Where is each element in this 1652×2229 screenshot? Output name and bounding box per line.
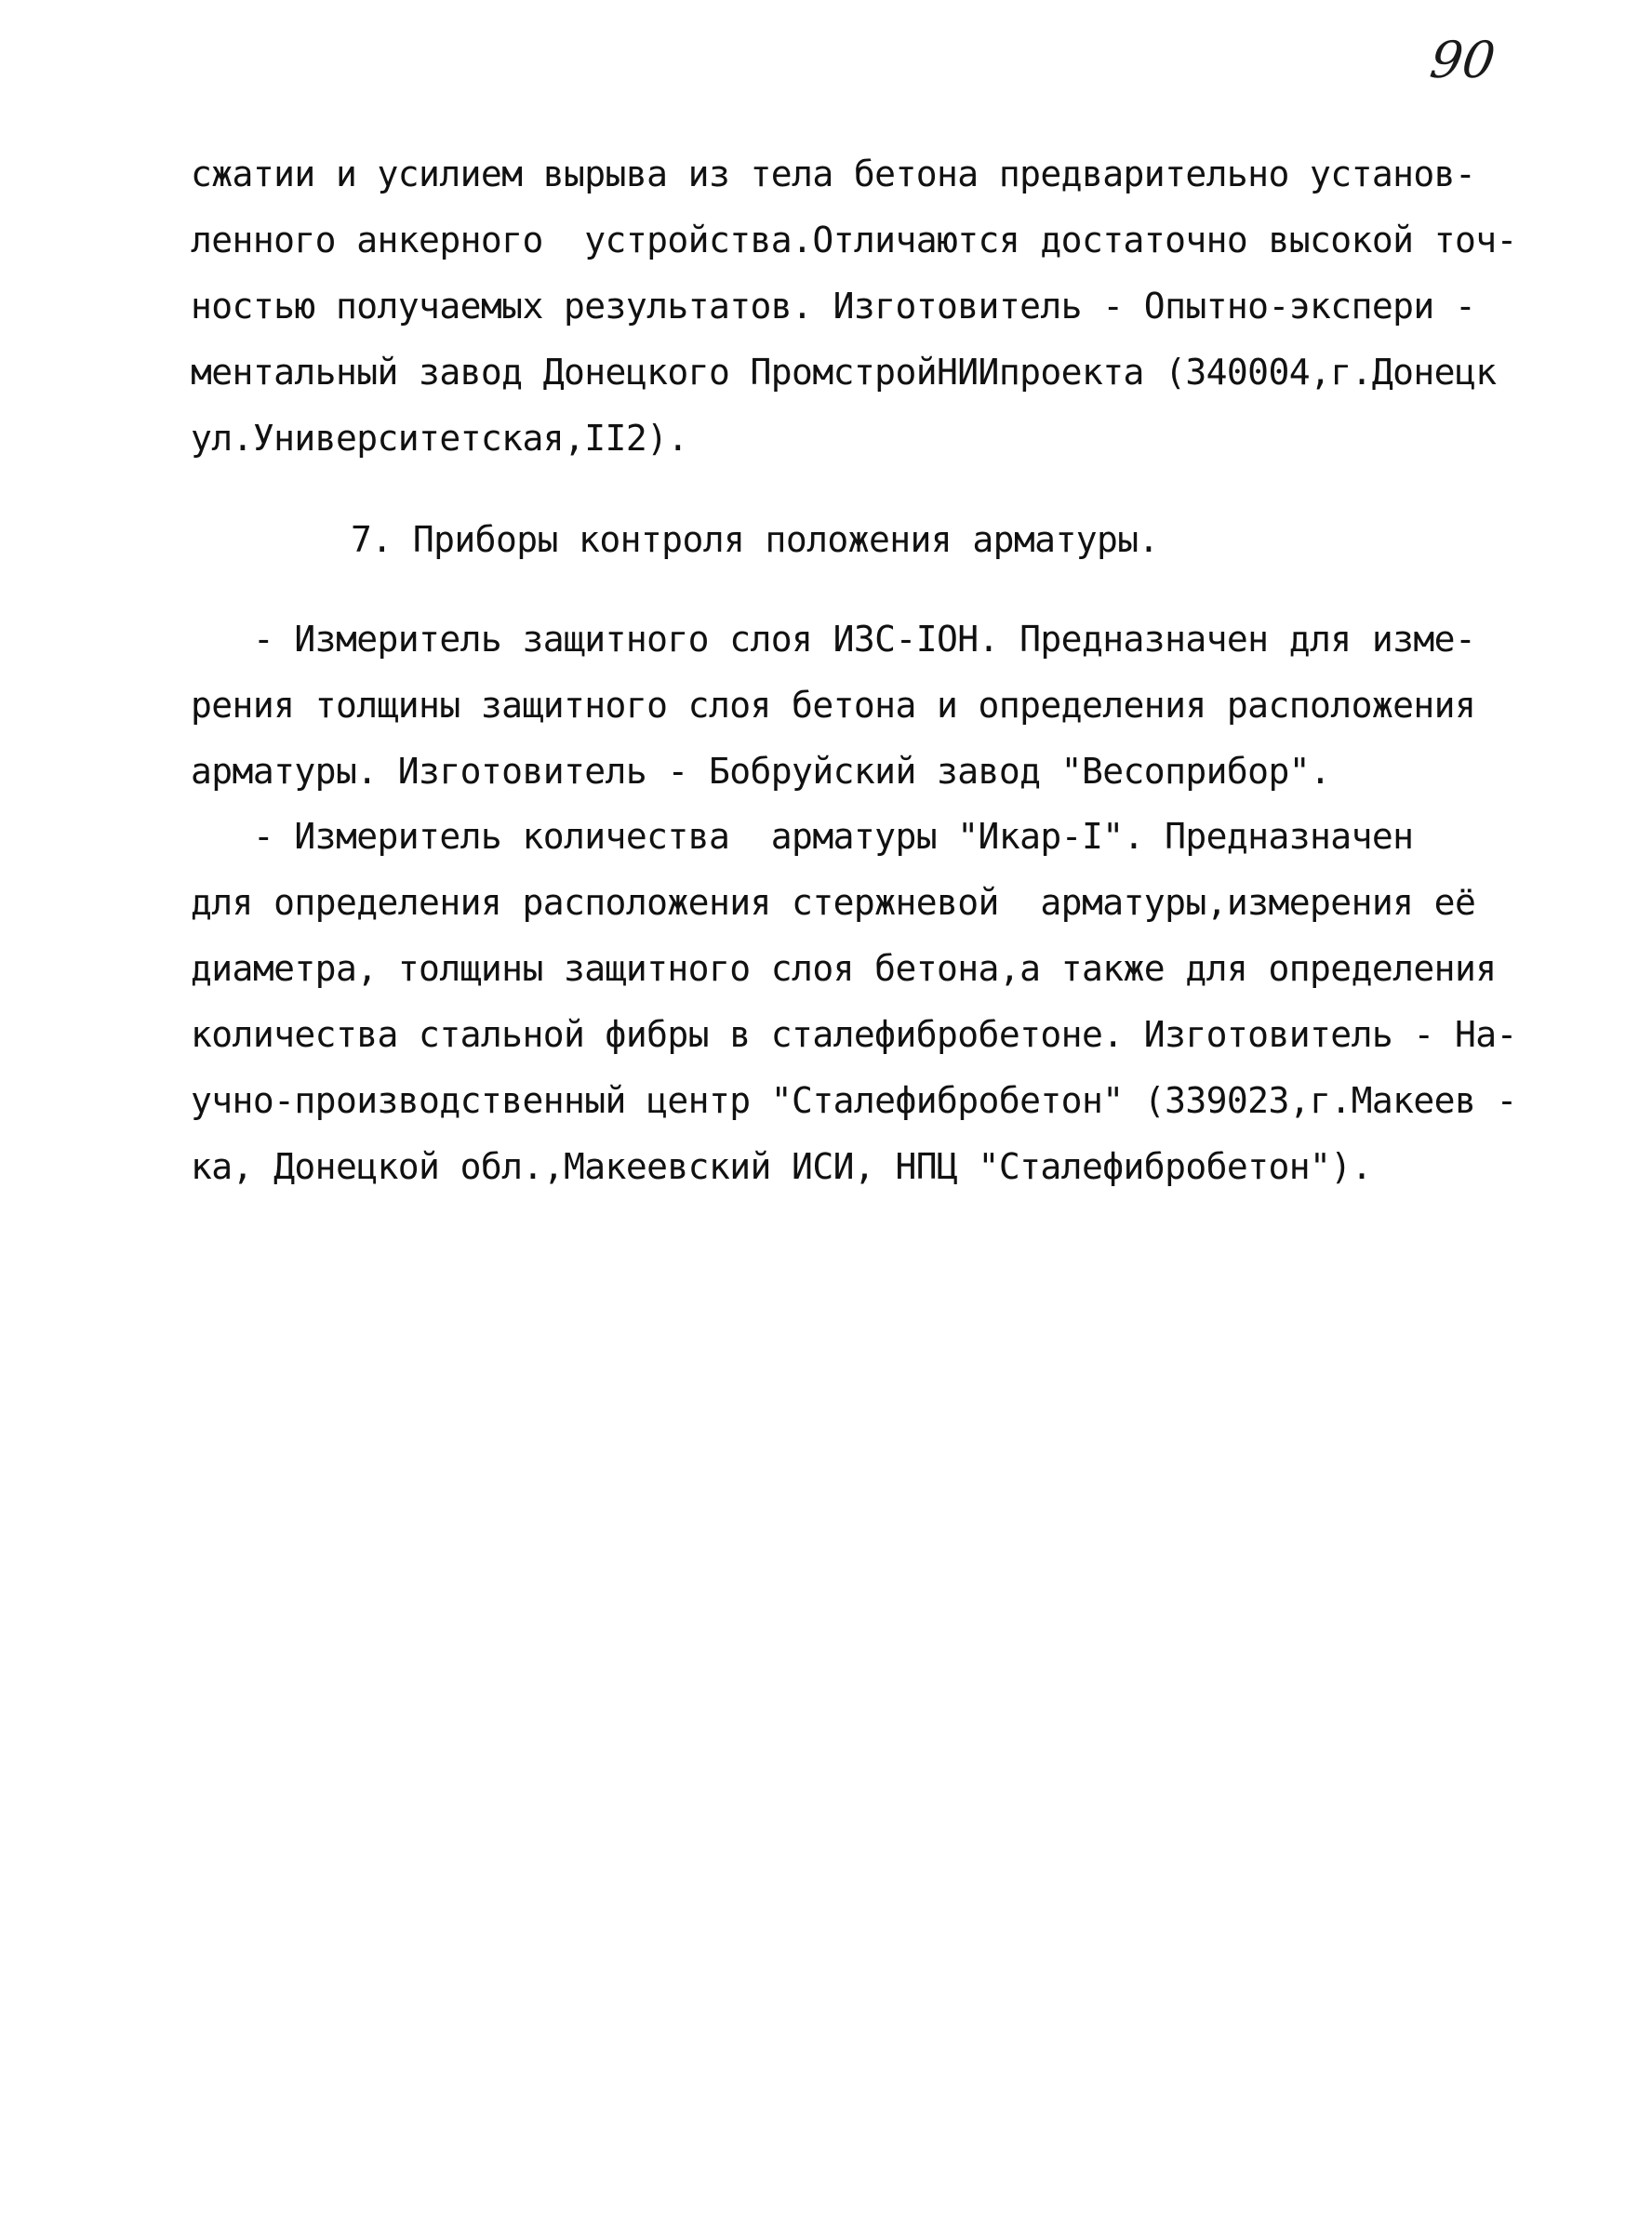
heading-text: 7. Приборы контроля положения арматуры. <box>351 519 1159 560</box>
section-heading <box>191 507 1512 573</box>
text-line: ул.Университетская,II2). <box>191 418 688 459</box>
text-line: ностью получаемых результатов. Изготовитель - Опытно-экспери - <box>191 286 1476 327</box>
page-number: 90 <box>1426 31 1499 89</box>
text-line: сжатии и усилием вырыва из тела бетона предварительно установ- <box>191 153 1476 194</box>
text-line: количества стальной фибры в сталефибробетоне. Изготовитель - На- <box>191 1014 1517 1055</box>
paragraph-rebar-counter <box>191 804 1517 1200</box>
paragraph-cover-meter <box>191 607 1512 805</box>
text-line: - Измеритель защитного слоя ИЗС-IOH. Предназначен для изме- <box>191 619 1476 660</box>
text-line: ментальный завод Донецкого ПромстройНИИпроекта (340004,г.Донецк <box>191 352 1497 393</box>
paragraph-anchor-device <box>191 141 1517 472</box>
text-line: диаметра, толщины защитного слоя бетона,а также для определения <box>191 948 1497 989</box>
text-line: ленного анкерного устройства.Отличаются достаточно высокой точ- <box>191 220 1517 260</box>
text-line: ка, Донецкой обл.,Макеевский ИСИ, НПЦ "Сталефибробетон"). <box>191 1146 1372 1187</box>
text-line: арматуры. Изготовитель - Бобруйский завод "Весоприбор". <box>191 751 1331 792</box>
text-line: учно-производственный центр "Сталефибробетон" (339023,г.Макеев - <box>191 1080 1517 1121</box>
text-line: для определения расположения стержневой арматуры,измерения её <box>191 882 1476 923</box>
text-line: - Измеритель количества арматуры "Икар-I". Предназначен <box>191 816 1414 857</box>
text-line: рения толщины защитного слоя бетона и определения расположения <box>191 685 1476 726</box>
